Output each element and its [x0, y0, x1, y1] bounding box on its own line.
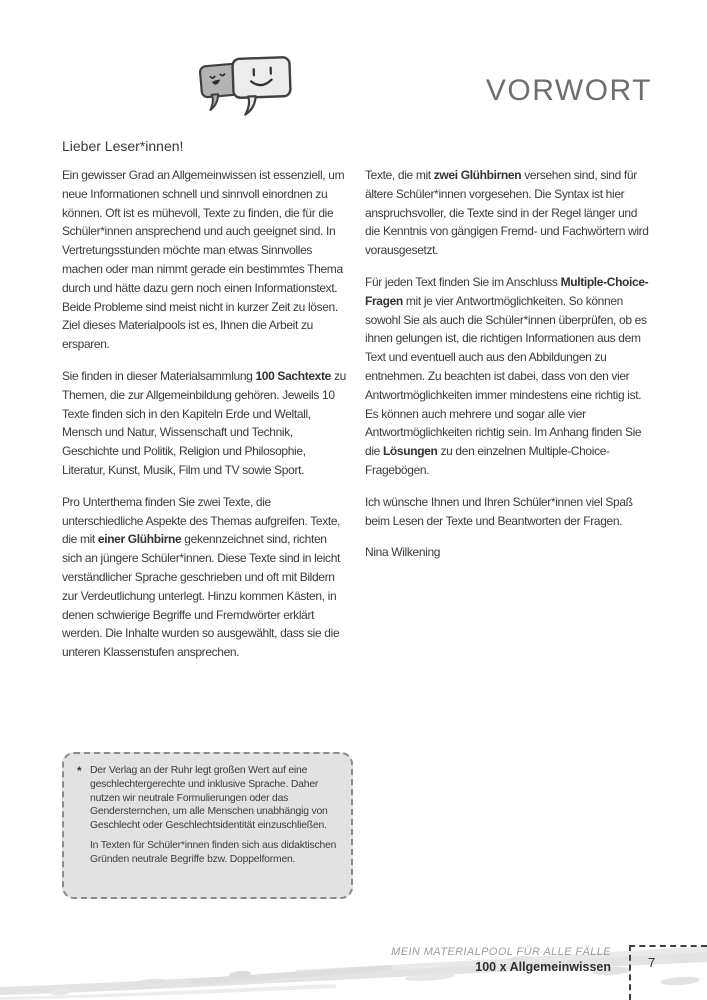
right-column — [365, 166, 652, 675]
paragraph — [365, 273, 652, 480]
speech-bubbles-illustration — [196, 54, 296, 128]
text: Nina Wilkening — [365, 545, 441, 560]
paragraph — [90, 839, 337, 867]
text: Für jeden Text finden Sie im Anschluss — [365, 274, 561, 289]
text: Pro Unterthema finden Sie zwei Texte, die unterschiedliche Aspekte des Themas aufgreifen. Texte, die mit — [62, 494, 341, 547]
footnote-text — [90, 764, 337, 867]
bold-text: Multiple-Choice-Fragen — [365, 274, 649, 308]
bold-text: 100 Sachtexte — [255, 368, 331, 383]
text: gekennzeichnet sind, richten sich an jüngere Schüler*innen. Diese Texte sind in leicht verständlicher Sprache geschrieben und oft mit Bildern zur Verdeutlichung unterlegt. Hinzu kommen Kästen, in denen schwierige Begriffe und Fremdwörter erklärt werden. Die Inhalte wurden so ausgewählt, dass sie die unteren Klassenstufen ansprechen. — [62, 532, 341, 660]
footer-imprint — [391, 946, 611, 974]
paragraph — [62, 493, 349, 662]
bold-text: einer Glühbirne — [97, 532, 182, 547]
text: zu den einzelnen Multiple-Choice-Fragebögen. — [365, 444, 610, 477]
paragraph — [365, 166, 652, 260]
page-title: VORWORT — [485, 74, 652, 107]
text: Ein gewisser Grad an Allgemeinwissen ist essenziell, um neue Informationen schnell und sinnvoll einordnen zu können. Oft ist es mühevoll, Texte zu finden, die für die Schüler*innen ansprechend und auch geeignet sind. In Vertretungsstunden möchte man etwas Sinnvolles machen oder man nimmt gerade ein bestimmtes Thema durch und hätte dazu gern noch einen Informationstext. Beide Probleme sind meist nicht in kurzer Zeit zu lösen. Ziel dieses Materialpools ist es, Ihnen die Arbeit zu ersparen. — [62, 168, 345, 352]
series-title: MEIN MATERIALPOOL FÜR ALLE FÄLLE — [391, 946, 611, 958]
paragraph — [90, 764, 337, 833]
right-speech-bubble — [232, 57, 291, 115]
bold-text: Lösungen — [382, 444, 438, 459]
paragraph — [365, 493, 652, 531]
body-columns — [62, 166, 652, 675]
page-number-box — [629, 945, 707, 1000]
text: In Texten für Schüler*innen finden sich aus didaktischen Gründen neutrale Begriffe bzw. Doppelformen. — [90, 839, 337, 865]
page-number: 7 — [648, 955, 656, 970]
text: Der Verlag an der Ruhr legt großen Wert auf eine geschlechtergerechte und inklusive Sprache. Daher nutzen wir neutrale Formulierungen oder das Gendersternchen, um alle Menschen unabhängig von Geschlecht oder Geschlechtsidentität einzuschließen. — [90, 765, 328, 832]
book-title: 100 x Allgemeinwissen — [475, 960, 611, 974]
text: Sie finden in dieser Materialsammlung — [62, 368, 256, 383]
left-column — [62, 166, 349, 675]
paragraph — [365, 543, 652, 562]
bold-text: zwei Glühbirnen — [433, 168, 522, 182]
text: versehen sind, sind für ältere Schüler*innen vorgesehen. Die Syntax ist hier anspruchsvoller, die Texte sind in der Regel länger und die Kenntnis von gängigen Fremd- und Fachwörtern wird vorausgesetzt. — [365, 168, 649, 258]
text: mit je vier Antwortmöglichkeiten. So können sowohl Sie als auch die Schüler*innen überprüfen, ob es ihnen gelungen ist, die richtigen Informationen aus dem Text und eventuell auch aus den Abbildungen zu entnehmen. Zu beachten ist dabei, dass von den vier Antwortmöglichkeiten immer mindestens eine richtig ist. Es können auch mehrere und sogar alle vier Antwortmöglichkeiten richtig sein. Im Anhang finden Sie die — [365, 293, 647, 459]
footnote-asterisk: * — [77, 764, 82, 778]
text: Texte, die mit — [365, 168, 434, 182]
text: Ich wünsche Ihnen und Ihren Schüler*innen viel Spaß beim Lesen der Texte und Beantworten der Fragen. — [365, 494, 633, 528]
salutation: Lieber Leser*innen! — [62, 138, 184, 154]
paragraph — [62, 367, 349, 480]
footnote-box — [62, 752, 353, 899]
text: zu Themen, die zur Allgemeinbildung gehören. Jeweils 10 Texte finden sich in den Kapiteln Erde und Weltall, Mensch und Natur, Wissenschaft und Technik, Geschichte und Politik, Religion und Philosophie, Literatur, Kunst, Musik, Film und TV sowie Sport. — [62, 368, 346, 477]
paragraph — [62, 166, 349, 354]
